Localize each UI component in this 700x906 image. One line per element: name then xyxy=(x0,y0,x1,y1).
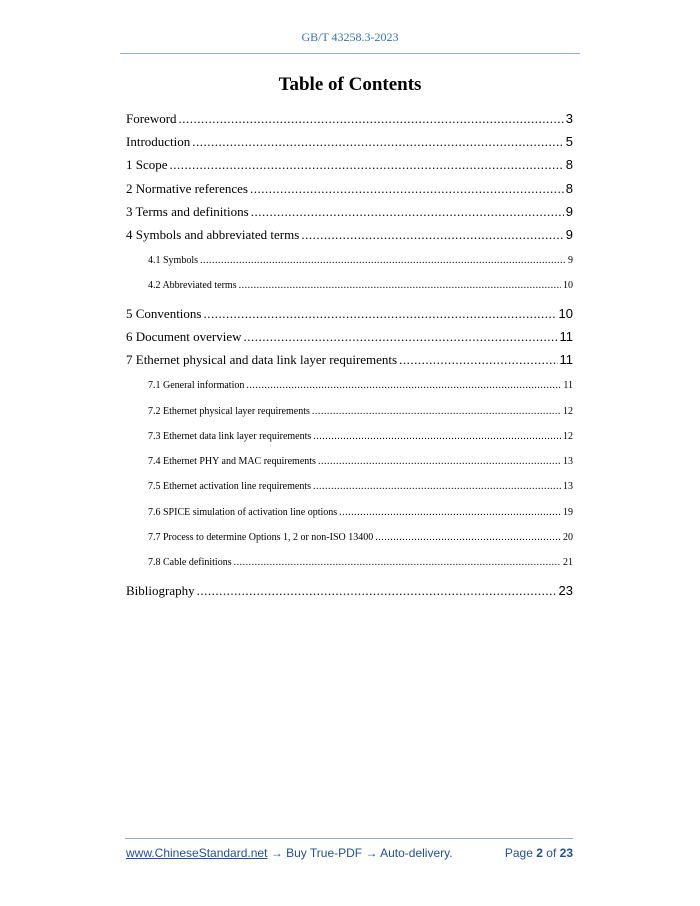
toc-entry[interactable] xyxy=(126,223,573,246)
dot-leader xyxy=(250,177,564,200)
toc-entry-label: 4.1 Symbols xyxy=(148,255,199,267)
toc-entry-label: 7.5 Ethernet activation line requirements xyxy=(148,481,311,493)
header-divider xyxy=(120,53,580,54)
dot-leader xyxy=(313,424,561,449)
toc-page-number: 12 xyxy=(563,430,573,442)
toc-entry-label: 7.8 Cable definitions xyxy=(148,557,232,569)
toc-entry-label: 7.2 Ethernet physical layer requirements xyxy=(148,405,310,417)
dot-leader xyxy=(239,273,561,298)
toc-subentry[interactable] xyxy=(126,399,573,424)
toc-page-number: 21 xyxy=(563,557,573,569)
toc-entry-label: 2 Normative references xyxy=(126,180,248,196)
toc-entry[interactable] xyxy=(126,325,573,348)
toc-entry-label: 7.4 Ethernet PHY and MAC requirements xyxy=(148,456,316,468)
dot-leader xyxy=(301,223,563,246)
toc-entry-label: 5 Conventions xyxy=(126,305,202,321)
current-page-number: 2 xyxy=(536,846,543,860)
toc-subentry[interactable] xyxy=(126,248,573,273)
toc-entry-label: 7.3 Ethernet data link layer requirements xyxy=(148,430,312,442)
toc-entry-label: 1 Scope xyxy=(126,157,168,173)
toc-entry-label: 7 Ethernet physical and data link layer requirements xyxy=(126,352,398,368)
dot-leader xyxy=(192,130,564,153)
toc-subentry[interactable] xyxy=(126,550,573,575)
toc-entry-label: 7.1 General information xyxy=(148,380,245,392)
toc-entry-label: 6 Document overview xyxy=(126,328,242,344)
toc-page-number: 9 xyxy=(568,255,573,267)
toc-page-number: 11 xyxy=(559,352,573,368)
footer-promo xyxy=(126,846,453,860)
toc-subentry[interactable] xyxy=(126,424,573,449)
dot-leader xyxy=(251,200,564,223)
toc-page-number: 3 xyxy=(565,111,573,126)
toc-entry-label: Bibliography xyxy=(126,582,195,598)
toc-subentry[interactable] xyxy=(126,474,573,499)
toc-page-number: 9 xyxy=(565,226,573,242)
page-footer xyxy=(126,846,573,860)
dot-leader xyxy=(179,107,564,130)
toc-page-number: 5 xyxy=(565,134,573,150)
toc-page-number: 13 xyxy=(563,456,573,468)
toc-entry-label: 7.7 Process to determine Options 1, 2 or non-ISO 13400 xyxy=(148,532,374,544)
toc-page-number: 13 xyxy=(563,481,573,493)
page-indicator xyxy=(505,846,573,860)
toc-page-number: 19 xyxy=(563,506,573,518)
toc-entry[interactable] xyxy=(126,130,573,153)
toc-page-number: 11 xyxy=(559,328,573,344)
footer-divider xyxy=(125,838,573,839)
dot-leader xyxy=(197,579,557,602)
toc-entry[interactable] xyxy=(126,348,573,371)
of-word: of xyxy=(546,846,557,860)
toc-entry-label: 7.6 SPICE simulation of activation line options xyxy=(148,506,338,518)
toc-subentry[interactable] xyxy=(126,525,573,550)
dot-leader xyxy=(399,348,557,371)
dot-leader xyxy=(203,302,556,325)
dot-leader xyxy=(244,325,558,348)
toc-entry[interactable] xyxy=(126,302,573,325)
dot-leader xyxy=(318,449,561,474)
dot-leader xyxy=(375,525,561,550)
toc-entry[interactable] xyxy=(126,153,573,176)
toc-entry-label: 4.2 Abbreviated terms xyxy=(148,280,237,292)
toc-entry-label: 4 Symbols and abbreviated terms xyxy=(126,226,300,242)
toc-page-number: 10 xyxy=(558,305,573,321)
dot-leader xyxy=(313,474,561,499)
toc-subentry[interactable] xyxy=(126,449,573,474)
toc-subentry[interactable] xyxy=(126,273,573,298)
footer-tagline: → Buy True-PDF → Auto-delivery. xyxy=(267,846,453,860)
page-word: Page xyxy=(504,846,533,860)
toc-entry[interactable] xyxy=(126,177,573,200)
toc-entry[interactable] xyxy=(126,200,573,223)
toc-page-number: 20 xyxy=(563,532,573,544)
toc-subentry[interactable] xyxy=(126,500,573,525)
toc-page-number: 11 xyxy=(563,380,573,392)
toc-subentry[interactable] xyxy=(126,373,573,398)
dot-leader xyxy=(170,153,564,176)
dot-leader xyxy=(200,248,566,273)
toc-page-number: 10 xyxy=(563,280,573,292)
total-pages-number: 23 xyxy=(559,846,573,860)
dot-leader xyxy=(234,550,561,575)
toc-page-number: 12 xyxy=(563,405,573,417)
dot-leader xyxy=(246,373,561,398)
toc-entry[interactable] xyxy=(126,579,573,602)
toc-entry[interactable] xyxy=(126,107,573,130)
toc-page-number: 23 xyxy=(558,582,573,598)
toc-page-number: 8 xyxy=(565,180,573,196)
toc-entry-label: 3 Terms and definitions xyxy=(126,203,249,219)
dot-leader xyxy=(339,500,561,525)
toc-entry-label: Introduction xyxy=(126,134,191,150)
dot-leader xyxy=(312,399,561,424)
toc-page-number: 9 xyxy=(565,203,573,219)
table-of-contents xyxy=(126,107,573,602)
page-title: Table of Contents xyxy=(278,74,422,95)
toc-page-number: 8 xyxy=(565,157,573,173)
document-header: GB/T 43258.3-2023 xyxy=(301,30,399,44)
website-link[interactable]: www.ChineseStandard.net xyxy=(126,846,268,860)
toc-entry-label: Foreword xyxy=(126,111,177,126)
